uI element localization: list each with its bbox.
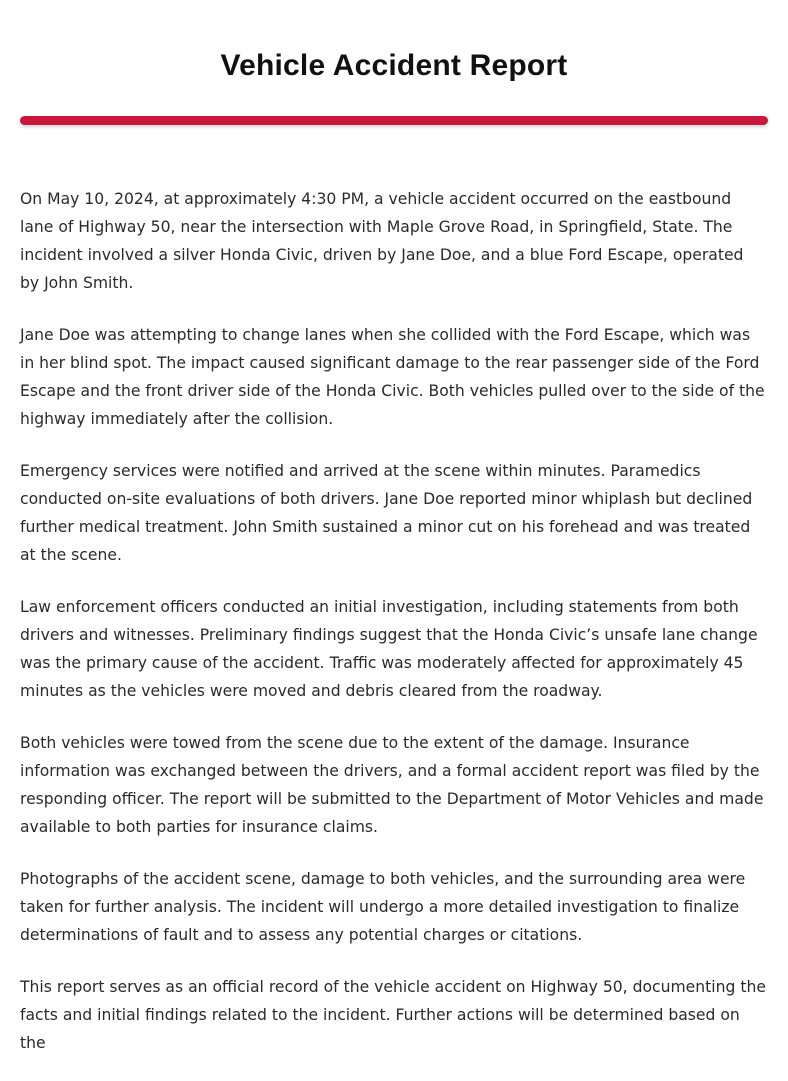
report-body [20,185,768,1081]
paragraph-investigation: Law enforcement officers conducted an initial investigation, including statements from both drivers and witnesses. Preliminary findings suggest that the Honda Civic’s unsafe lane change was the primary cause of the accident. Traffic was moderately affected for approximately 45 minutes as the vehicles were moved and debris cleared from the roadway. [20,598,758,700]
paragraph-official-record: This report serves as an official record of the vehicle accident on Highway 50, documenting the facts and initial findings related to the incident. Further actions will be determined based on the [20,978,766,1052]
title-divider [20,116,768,125]
report-title: Vehicle Accident Report [220,49,568,82]
paragraph-collision-details: Jane Doe was attempting to change lanes when she collided with the Ford Escape, which was in her blind spot. The impact caused significant damage to the rear passenger side of the Ford Escape and the front driver side of the Honda Civic. Both vehicles pulled over to the side of the highway immediately after the collision. [20,326,765,428]
paragraph-emergency-response: Emergency services were notified and arrived at the scene within minutes. Paramedics conducted on-site evaluations of both drivers. Jane Doe reported minor whiplash but declined further medical treatment. John Smith sustained a minor cut on his forehead and was treated at the scene. [20,462,753,564]
paragraph-towing-insurance: Both vehicles were towed from the scene due to the extent of the damage. Insurance information was exchanged between the drivers, and a formal accident report was filed by the responding officer. The report will be submitted to the Department of Motor Vehicles and made available to both parties for insurance claims. [20,734,764,836]
paragraph-incident-summary: On May 10, 2024, at approximately 4:30 PM, a vehicle accident occurred on the eastbound lane of Highway 50, near the intersection with Maple Grove Road, in Springfield, State. The incident involved a silver Honda Civic, driven by Jane Doe, and a blue Ford Escape, operated by John Smith. [20,190,744,292]
paragraph-photographs: Photographs of the accident scene, damage to both vehicles, and the surrounding area were taken for further analysis. The incident will undergo a more detailed investigation to finalize determinations of fault and to assess any potential charges or citations. [20,870,746,944]
